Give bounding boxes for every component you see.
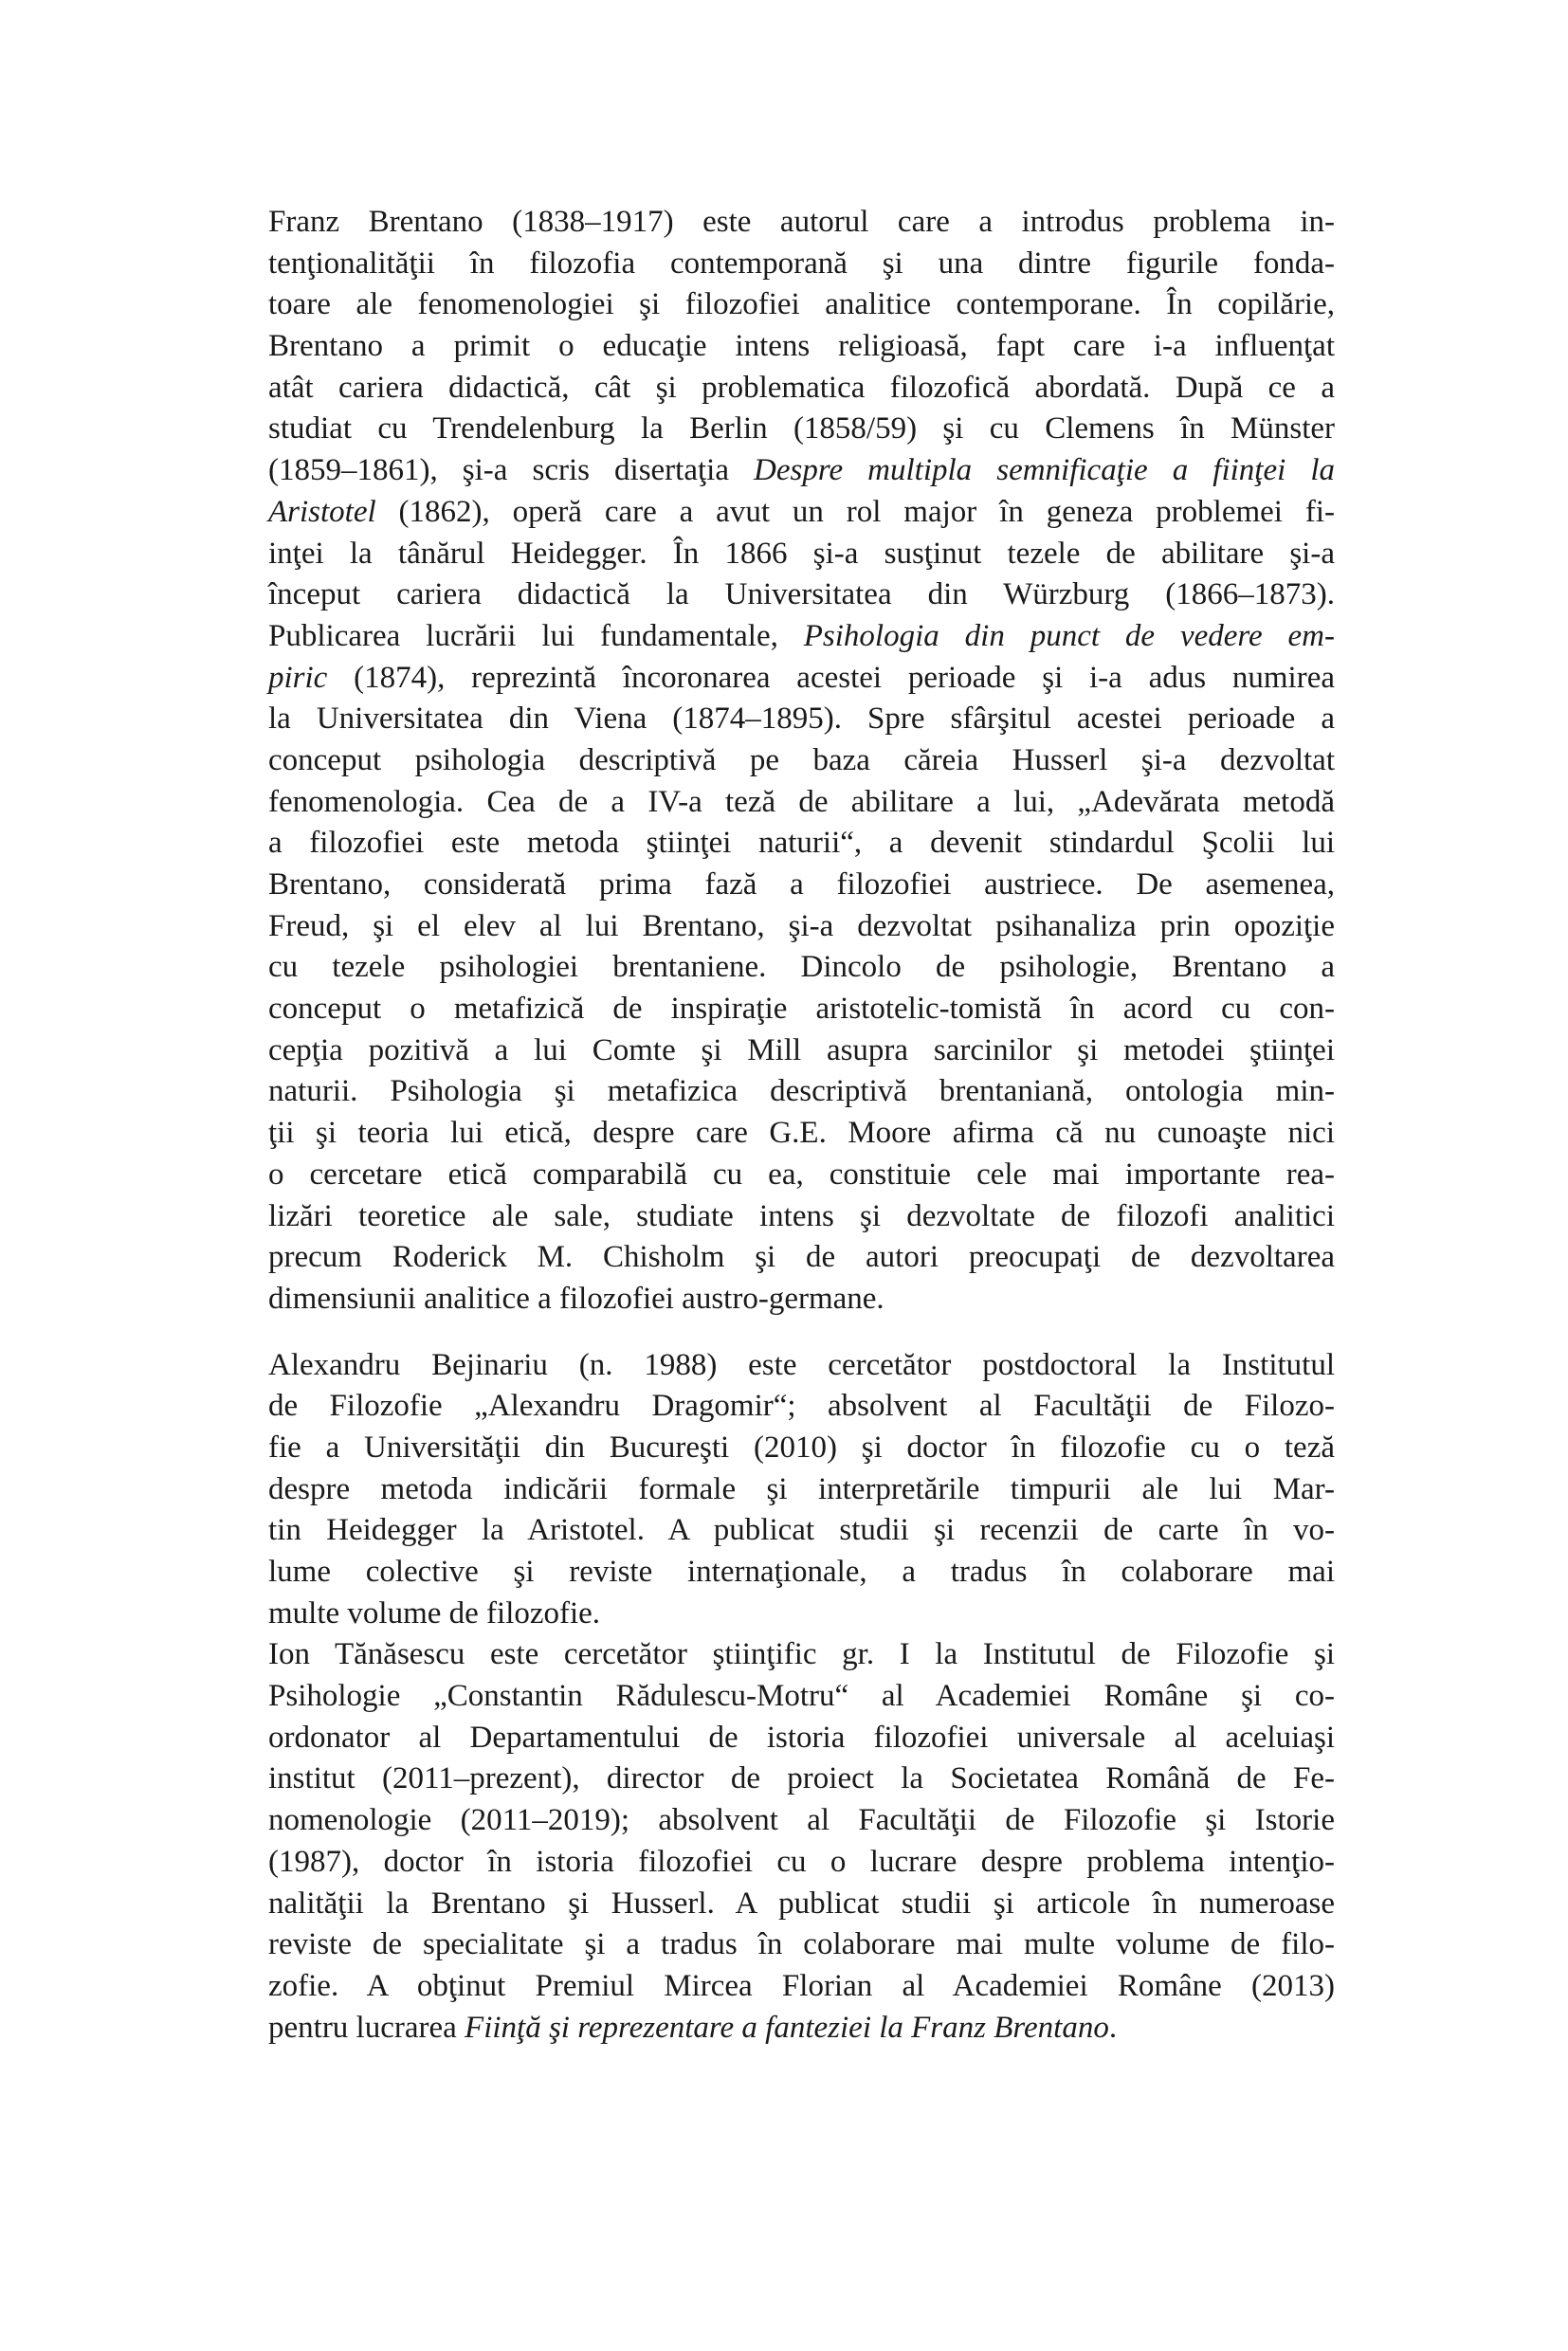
text-line bbox=[268, 368, 1335, 410]
body-text: de Filozofie „Alexandru Dragomir“; absolvent al Facultăţii de Filozo- bbox=[268, 1389, 1335, 1424]
body-text: fie a Universităţii din Bucureşti (2010) şi doctor în filozofie cu o teză bbox=[268, 1430, 1335, 1465]
body-text: dimensiunii analitice a filozofiei austro-germane. bbox=[268, 1281, 884, 1316]
text-line bbox=[268, 409, 1335, 450]
italic-title-text: Despre multipla semnificaţie a fiinţei la bbox=[754, 453, 1335, 488]
body-text: la Universitatea din Viena (1874–1895). Spre sfârşitul acestei perioade a bbox=[268, 702, 1335, 737]
body-text: reviste de specialitate şi a tradus în colaborare mai multe volume de filo- bbox=[268, 1927, 1335, 1962]
body-text: Freud, şi el elev al lui Brentano, şi-a dezvoltat psihanaliza prin opoziţie bbox=[268, 908, 1335, 943]
text-line bbox=[268, 1155, 1335, 1196]
body-text: studiat cu Trendelenburg la Berlin (1858/59) şi cu Clemens în Münster bbox=[268, 411, 1335, 447]
paragraph-bejinariu-bio bbox=[268, 1345, 1335, 1635]
text-line bbox=[268, 1469, 1335, 1511]
body-text: . bbox=[1108, 2010, 1118, 2045]
body-text: lizări teoretice ale sale, studiate intens şi dezvoltate de filozofi analitici bbox=[268, 1198, 1335, 1233]
body-text: Brentano a primit o educaţie intens religioasă, fapt care i-a influenţat bbox=[268, 329, 1335, 364]
text-line bbox=[268, 1759, 1335, 1800]
paragraph-tanasescu-bio bbox=[268, 1634, 1335, 2049]
body-text: despre metoda indicării formale şi interpretările timpurii ale lui Mar- bbox=[268, 1471, 1335, 1506]
body-text: zofie. A obţinut Premiul Mircea Florian al Academiei Române (2013) bbox=[268, 1968, 1335, 2003]
text-line bbox=[268, 1634, 1335, 1676]
body-text: Psihologie „Constantin Rădulescu-Motru“ al Academiei Române şi co- bbox=[268, 1679, 1335, 1714]
text-line bbox=[268, 1030, 1335, 1072]
text-line bbox=[268, 1071, 1335, 1113]
body-text: tin Heidegger la Aristotel. A publicat studii şi recenzii de carte în vo- bbox=[268, 1513, 1335, 1548]
text-line bbox=[268, 782, 1335, 824]
text-line bbox=[268, 202, 1335, 244]
body-text: (1859–1861), şi-a scris disertaţia bbox=[268, 453, 755, 488]
body-text: ţii şi teoria lui etică, despre care G.E. Moore afirma că nu cunoaşte nici bbox=[268, 1116, 1335, 1151]
body-text: tenţionalităţii în filozofia contemporană şi una dintre figurile fonda- bbox=[268, 246, 1335, 281]
text-line bbox=[268, 574, 1335, 616]
body-text: pentru lucrarea bbox=[268, 2010, 465, 2045]
body-text: precum Roderick M. Chisholm şi de autori preocupaţi de dezvoltarea bbox=[268, 1240, 1335, 1275]
body-text: (1874), reprezintă încoronarea acestei perioade şi i-a adus numirea bbox=[327, 660, 1335, 695]
body-text: Franz Brentano (1838–1917) este autorul care a introdus problema in- bbox=[268, 205, 1335, 239]
body-text: naturii. Psihologia şi metafizica descriptivă brentaniană, ontologia min- bbox=[268, 1074, 1335, 1109]
italic-title-text: Psihologia din punct de vedere em- bbox=[803, 618, 1336, 653]
text-line bbox=[268, 1196, 1335, 1238]
body-text: început cariera didactică la Universitatea din Würzburg (1866–1873). bbox=[268, 577, 1335, 612]
text-line bbox=[268, 1510, 1335, 1552]
body-text: conceput o metafizică de inspiraţie aristotelic-tomistă în acord cu con- bbox=[268, 992, 1335, 1027]
italic-title-text: Fiinţă şi reprezentare a fanteziei la Franz Brentano bbox=[465, 2010, 1109, 2045]
body-text: cu tezele psihologiei brentaniene. Dincolo de psihologie, Brentano a bbox=[268, 950, 1335, 985]
text-line bbox=[268, 1966, 1335, 2008]
text-line bbox=[268, 1676, 1335, 1718]
paragraph-brentano-bio bbox=[268, 202, 1335, 1321]
body-text: (1987), doctor în istoria filozofiei cu o lucrare despre problema intenţio- bbox=[268, 1844, 1335, 1879]
text-line bbox=[268, 865, 1335, 906]
text-line bbox=[268, 947, 1335, 989]
body-text: inţei la tânărul Heidegger. În 1866 şi-a susţinut tezele de abilitare şi-a bbox=[268, 536, 1335, 571]
body-text: cepţia pozitivă a lui Comte şi Mill asupra sarcinilor şi metodei ştiinţei bbox=[268, 1032, 1335, 1067]
body-text: Brentano, considerată prima fază a filozofiei austriece. De asemenea, bbox=[268, 867, 1335, 902]
text-line bbox=[268, 1237, 1335, 1279]
body-text: Ion Tănăsescu este cercetător ştiinţific gr. I la Institutul de Filozofie şi bbox=[268, 1637, 1335, 1672]
body-text: toare ale fenomenologiei şi filozofiei analitice contemporane. În copilărie, bbox=[268, 287, 1335, 322]
body-text: Alexandru Bejinariu (n. 1988) este cercetător postdoctoral la Institutul bbox=[268, 1347, 1335, 1382]
text-line bbox=[268, 244, 1335, 285]
body-text: multe volume de filozofie. bbox=[268, 1595, 601, 1631]
italic-title-text: piric bbox=[268, 660, 328, 695]
text-line bbox=[268, 1345, 1335, 1387]
text-line bbox=[268, 1279, 1335, 1321]
text-line bbox=[268, 1594, 1335, 1635]
text-line bbox=[268, 658, 1335, 700]
body-text: nomenologie (2011–2019); absolvent al Facultăţii de Filozofie şi Istorie bbox=[268, 1803, 1335, 1838]
text-line bbox=[268, 989, 1335, 1030]
paragraph-gap bbox=[268, 1321, 1335, 1345]
text-line bbox=[268, 1842, 1335, 1884]
text-line bbox=[268, 1552, 1335, 1594]
text-line bbox=[268, 534, 1335, 575]
text-line bbox=[268, 1428, 1335, 1469]
body-text: o cercetare etică comparabilă cu ea, constituie cele mai importante rea- bbox=[268, 1157, 1335, 1192]
body-text: ordonator al Departamentului de istoria filozofiei universale al aceluiaşi bbox=[268, 1720, 1335, 1755]
text-line bbox=[268, 1924, 1335, 1966]
body-text: lume colective şi reviste internaţionale, a tradus în colaborare mai bbox=[268, 1555, 1335, 1589]
text-line bbox=[268, 1386, 1335, 1428]
text-line bbox=[268, 1718, 1335, 1759]
text-line bbox=[268, 823, 1335, 865]
text-line bbox=[268, 2008, 1335, 2050]
text-line bbox=[268, 1884, 1335, 1925]
text-line bbox=[268, 450, 1335, 492]
text-line bbox=[268, 740, 1335, 782]
text-line bbox=[268, 326, 1335, 368]
body-text: fenomenologia. Cea de a IV-a teză de abilitare a lui, „Adevărata metodă bbox=[268, 784, 1335, 819]
text-line bbox=[268, 1800, 1335, 1842]
text-line bbox=[268, 284, 1335, 326]
text-line bbox=[268, 906, 1335, 948]
body-text: Publicarea lucrării lui fundamentale, bbox=[268, 618, 804, 653]
text-line bbox=[268, 1113, 1335, 1155]
italic-title-text: Aristotel bbox=[268, 494, 376, 529]
body-text: a filozofiei este metoda ştiinţei naturii“, a devenit stindardul Şcolii lui bbox=[268, 826, 1335, 861]
body-text: atât cariera didactică, cât şi problematica filozofică abordată. După ce a bbox=[268, 370, 1335, 405]
body-text: institut (2011–prezent), director de proiect la Societatea Română de Fe- bbox=[268, 1761, 1335, 1796]
body-text: nalităţii la Brentano şi Husserl. A publicat studii şi articole în numeroase bbox=[268, 1886, 1335, 1921]
body-text: (1862), operă care a avut un rol major în geneza problemei fi- bbox=[375, 494, 1335, 529]
text-column bbox=[268, 202, 1335, 2049]
body-text: conceput psihologia descriptivă pe baza căreia Husserl şi-a dezvoltat bbox=[268, 742, 1335, 777]
text-line bbox=[268, 699, 1335, 740]
text-line bbox=[268, 616, 1335, 658]
text-line bbox=[268, 492, 1335, 534]
